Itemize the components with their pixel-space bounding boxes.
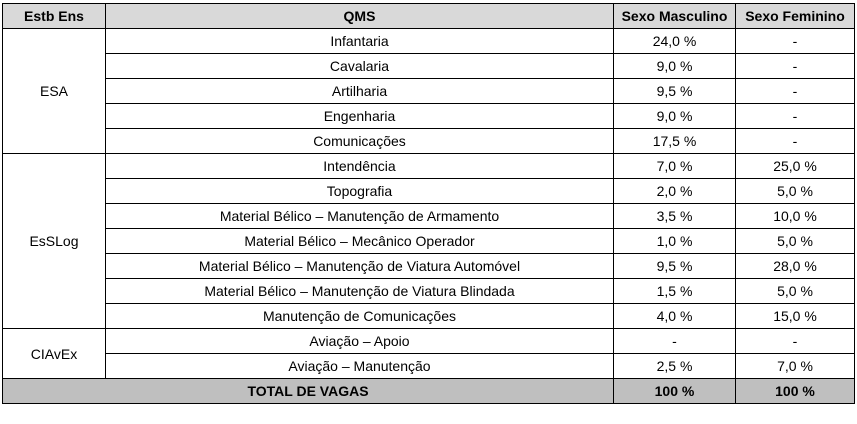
table-row	[3, 179, 855, 204]
header-estb: Estb Ens	[3, 4, 106, 29]
feminino-cell: -	[736, 54, 855, 79]
masculino-cell: 1,5 %	[614, 279, 736, 304]
qms-cell: Topografia	[106, 179, 614, 204]
feminino-cell: 5,0 %	[736, 279, 855, 304]
header-masculino: Sexo Masculino	[614, 4, 736, 29]
table-body	[3, 29, 855, 379]
qms-cell: Aviação – Manutenção	[106, 354, 614, 379]
masculino-cell: 2,0 %	[614, 179, 736, 204]
masculino-cell: 9,0 %	[614, 54, 736, 79]
estb-cell: CIAvEx	[3, 329, 106, 379]
feminino-cell: -	[736, 79, 855, 104]
qms-cell: Aviação – Apoio	[106, 329, 614, 354]
estb-cell: ESA	[3, 29, 106, 154]
header-feminino: Sexo Feminino	[736, 4, 855, 29]
vagas-table	[2, 3, 855, 404]
feminino-cell: -	[736, 104, 855, 129]
table-row	[3, 204, 855, 229]
total-row	[3, 379, 855, 404]
feminino-cell: 10,0 %	[736, 204, 855, 229]
masculino-cell: -	[614, 329, 736, 354]
masculino-cell: 17,5 %	[614, 129, 736, 154]
qms-cell: Material Bélico – Manutenção de Armamento	[106, 204, 614, 229]
feminino-cell: -	[736, 329, 855, 354]
table-header	[3, 4, 855, 29]
table-row	[3, 279, 855, 304]
masculino-cell: 24,0 %	[614, 29, 736, 54]
feminino-cell: -	[736, 129, 855, 154]
qms-cell: Manutenção de Comunicações	[106, 304, 614, 329]
total-feminino: 100 %	[736, 379, 855, 404]
qms-cell: Material Bélico – Manutenção de Viatura Blindada	[106, 279, 614, 304]
feminino-cell: -	[736, 29, 855, 54]
feminino-cell: 28,0 %	[736, 254, 855, 279]
feminino-cell: 15,0 %	[736, 304, 855, 329]
table-row	[3, 29, 855, 54]
masculino-cell: 1,0 %	[614, 229, 736, 254]
qms-cell: Cavalaria	[106, 54, 614, 79]
header-qms: QMS	[106, 4, 614, 29]
table-row	[3, 154, 855, 179]
qms-cell: Material Bélico – Mecânico Operador	[106, 229, 614, 254]
table-row	[3, 254, 855, 279]
qms-cell: Artilharia	[106, 79, 614, 104]
table-row	[3, 104, 855, 129]
table-row	[3, 354, 855, 379]
qms-cell: Engenharia	[106, 104, 614, 129]
estb-cell: EsSLog	[3, 154, 106, 329]
qms-cell: Intendência	[106, 154, 614, 179]
feminino-cell: 7,0 %	[736, 354, 855, 379]
masculino-cell: 7,0 %	[614, 154, 736, 179]
table-row	[3, 329, 855, 354]
table-row	[3, 229, 855, 254]
feminino-cell: 5,0 %	[736, 179, 855, 204]
feminino-cell: 5,0 %	[736, 229, 855, 254]
masculino-cell: 4,0 %	[614, 304, 736, 329]
masculino-cell: 9,0 %	[614, 104, 736, 129]
masculino-cell: 2,5 %	[614, 354, 736, 379]
total-label: TOTAL DE VAGAS	[3, 379, 614, 404]
masculino-cell: 9,5 %	[614, 254, 736, 279]
table-row	[3, 304, 855, 329]
qms-cell: Material Bélico – Manutenção de Viatura Automóvel	[106, 254, 614, 279]
total-masculino: 100 %	[614, 379, 736, 404]
masculino-cell: 9,5 %	[614, 79, 736, 104]
masculino-cell: 3,5 %	[614, 204, 736, 229]
table-row	[3, 129, 855, 154]
qms-cell: Comunicações	[106, 129, 614, 154]
table-row	[3, 54, 855, 79]
table-row	[3, 79, 855, 104]
feminino-cell: 25,0 %	[736, 154, 855, 179]
qms-cell: Infantaria	[106, 29, 614, 54]
